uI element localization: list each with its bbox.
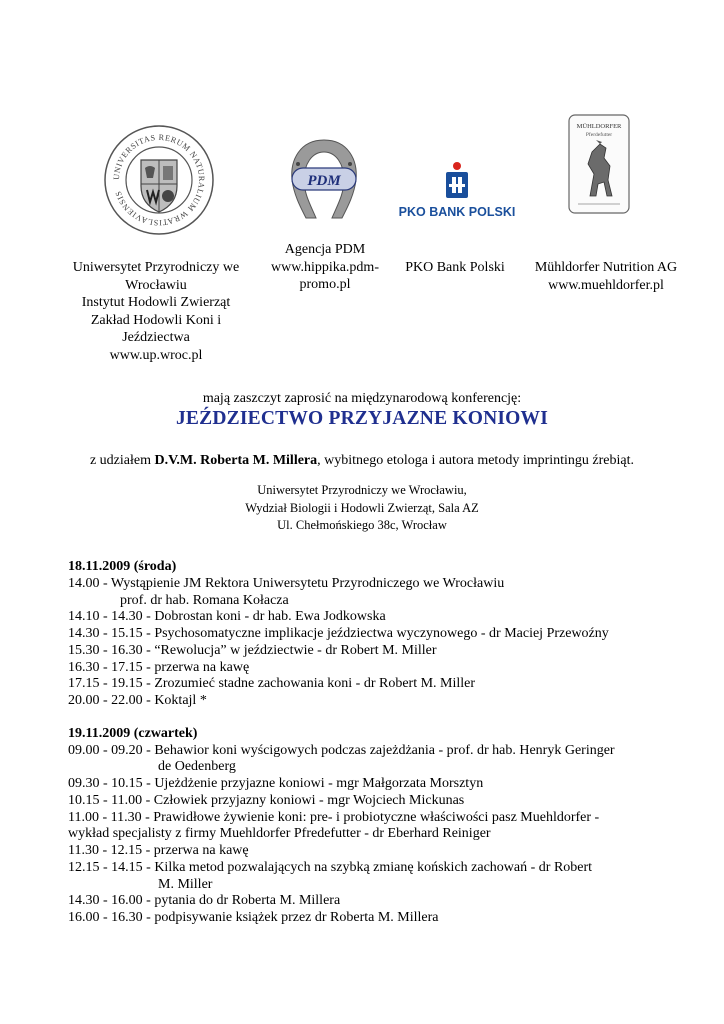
sponsor-line: Jeździectwa (122, 330, 190, 345)
schedule (68, 559, 615, 927)
schedule-item: 11.00 - 11.30 - Prawidłowe żywienie koni: pre- i probiotyczne właściwości pasz Muehldorfer - (68, 809, 600, 825)
sponsor-university (56, 259, 256, 364)
invitation-text: mają zaszczyt zaprosić na międzynarodową konferencję: (202, 391, 522, 406)
venue-line: Wydział Biologii i Hodowli Zwierząt, Sala AZ (245, 500, 479, 515)
pdm-logo-text: PDM (307, 173, 341, 189)
schedule-item: 12.15 - 14.15 - Kilka metod pozwalających na szybką zmianę końskich zachowań - dr Robert (68, 859, 593, 875)
guest-prefix: z udziałem (89, 453, 155, 468)
sponsor-line: Uniwersytet Przyrodniczy we (72, 260, 240, 275)
schedule-item: 14.10 - 14.30 - Dobrostan koni - dr hab. Ewa Jodkowska (68, 609, 386, 625)
venue-block (0, 482, 724, 535)
schedule-item: 11.30 - 12.15 - przerwa na kawę (68, 843, 249, 858)
pko-logo-text: PKO BANK POLSKI (398, 205, 516, 219)
muhldorfer-brand-text: MÜHLDORFER (576, 123, 622, 130)
muhldorfer-sub-text: Pferdefutter (585, 132, 613, 138)
schedule-item: 14.30 - 15.15 - Psychosomatyczne implikacje jeździectwa wyczynowego - dr Maciej Przewoźny (68, 626, 609, 641)
sponsor-line: www.hippika.pdm- (271, 259, 379, 275)
schedule-item: 14.00 - Wystąpienie JM Rektora Uniwersytetu Przyrodniczego we Wrocławiu (68, 575, 505, 591)
schedule-item: 09.00 - 09.20 - Behawior koni wyścigowych podczas zajeżdżania - prof. dr hab. Henryk Geringer (68, 742, 615, 758)
guest-line (0, 453, 724, 469)
sponsor-pko (394, 259, 516, 277)
schedule-item: 14.30 - 16.00 - pytania do dr Roberta M. Millera (68, 893, 341, 909)
venue-line: Ul. Chełmońskiego 38c, Wrocław (277, 518, 447, 532)
pko-logo (396, 158, 518, 222)
conference-title: JEŹDZIECTWO PRZYJAZNE KONIOWI (175, 408, 549, 429)
schedule-item-continuation: de Oedenberg (158, 759, 236, 775)
schedule-item: 17.15 - 19.15 - Zrozumieć stadne zachowania koni - dr Robert M. Miller (68, 676, 476, 692)
schedule-item: 09.30 - 10.15 - Ujeżdżenie przyjazne koniowi - mgr Małgorzata Morsztyn (68, 776, 484, 791)
sponsor-line: Agencja PDM (284, 242, 366, 257)
schedule-item: 16.00 - 16.30 - podpisywanie książek przez dr Roberta M. Millera (68, 910, 439, 925)
schedule-item-continuation: M. Miller (158, 876, 213, 892)
sponsor-pdm (260, 241, 390, 294)
muhldorfer-logo (568, 114, 630, 214)
venue-line: Uniwersytet Przyrodniczy we Wrocławiu, (257, 483, 467, 497)
sponsor-line: PKO Bank Polski (405, 260, 505, 275)
schedule-item: 16.30 - 17.15 - przerwa na kawę (68, 659, 250, 675)
sponsor-muhldorfer (522, 259, 690, 294)
sponsor-line: promo.pl (299, 277, 351, 292)
sponsor-line: Zakład Hodowli Koni i (90, 312, 222, 328)
schedule-item: 15.30 - 16.30 - “Rewolucja” w jeździectwie - dr Robert M. Miller (68, 642, 437, 658)
guest-name: D.V.M. Roberta M. Millera (154, 453, 318, 468)
day-heading: 19.11.2009 (czwartek) (68, 725, 198, 741)
sponsor-line: Mühldorfer Nutrition AG (534, 260, 678, 275)
schedule-item: 10.15 - 11.00 - Człowiek przyjazny koniowi - mgr Wojciech Mickunas (68, 792, 465, 808)
schedule-item: 20.00 - 22.00 - Koktajl * (68, 693, 207, 708)
sponsor-line: Instytut Hodowli Zwierząt (81, 295, 231, 310)
university-ring-text: UNIVERSITAS RERUM NATURALIUM WRATISLAVIENSIS (111, 132, 207, 228)
pdm-logo (284, 134, 364, 224)
day-heading: 18.11.2009 (środa) (68, 559, 177, 574)
sponsor-line: www.muehldorfer.pl (548, 277, 664, 293)
university-logo (103, 124, 215, 236)
sponsor-line: Wrocławiu (125, 277, 187, 293)
schedule-item-continuation: prof. dr hab. Romana Kołacza (120, 592, 289, 608)
guest-suffix: , wybitnego etologa i autora metody imprintingu źrebiąt. (317, 453, 635, 468)
sponsor-line: www.up.wroc.pl (109, 347, 203, 363)
schedule-item-continuation: wykład specjalisty z firmy Muehldorfer Pfredefutter - dr Eberhard Reiniger (68, 826, 491, 842)
